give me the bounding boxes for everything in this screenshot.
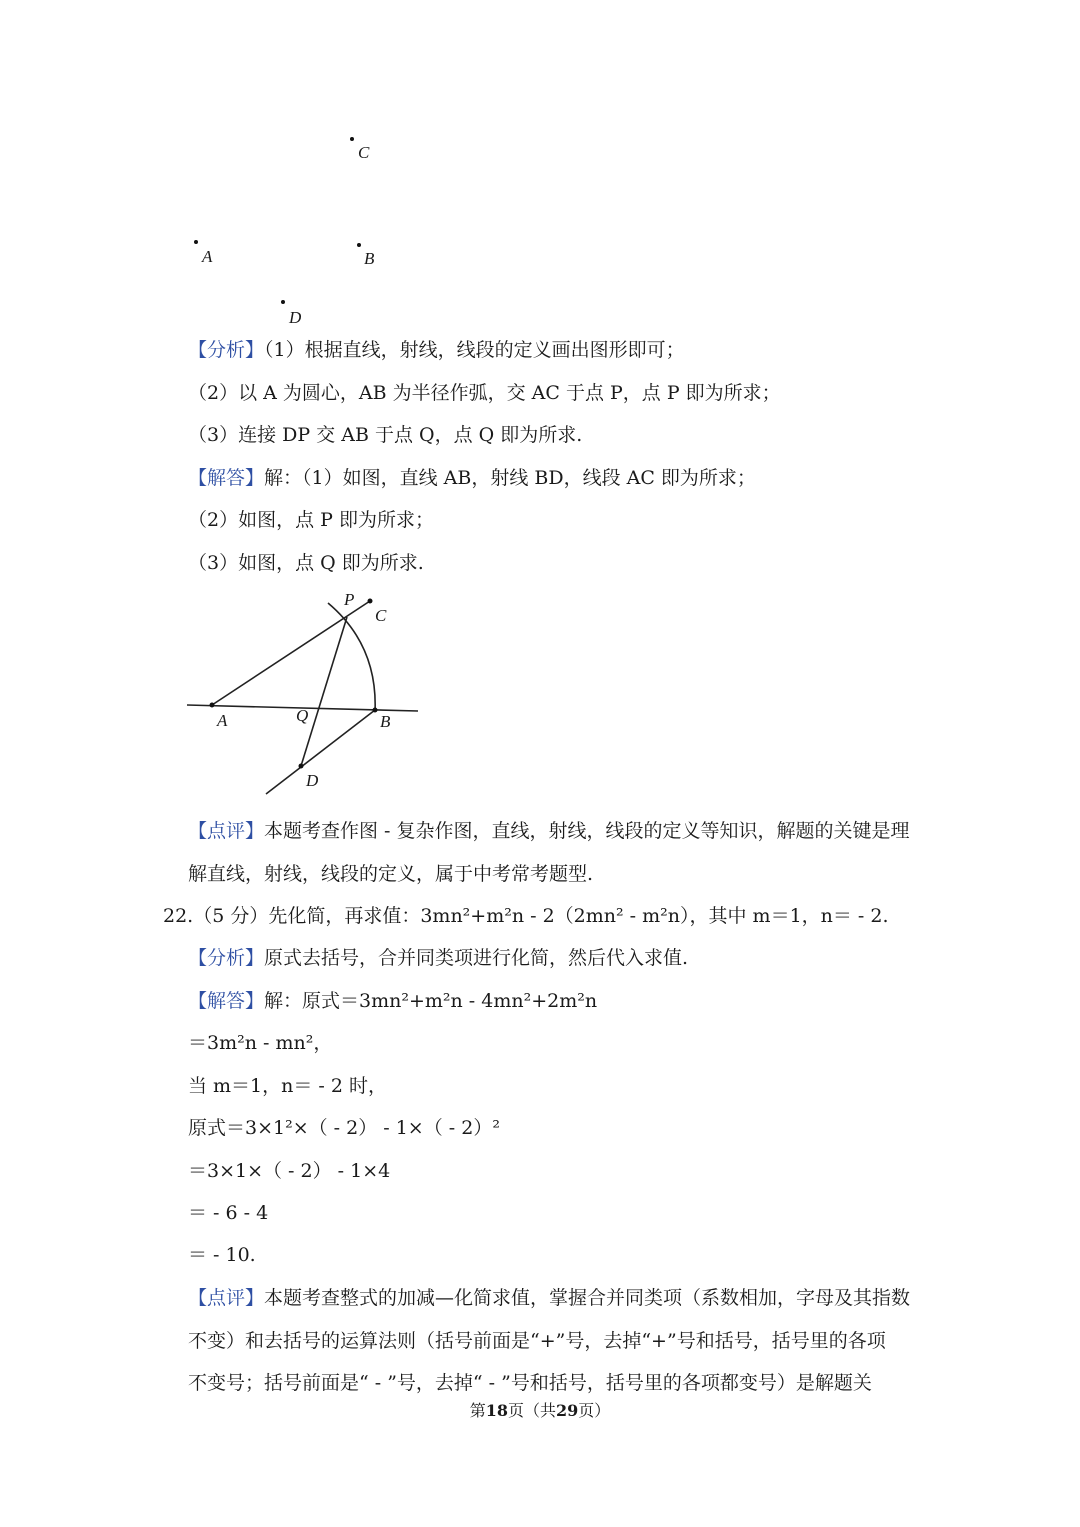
q21-comment-text-1: 本题考查作图 - 复杂作图，直线，射线，线段的定义等知识，解题的关键是理 bbox=[264, 820, 910, 842]
q21-answer-line-3: （3）如图，点 Q 即为所求. bbox=[188, 552, 424, 574]
dot-b bbox=[373, 708, 378, 713]
q22-analysis-text: 原式去括号，合并同类项进行化简，然后代入求值. bbox=[264, 947, 689, 969]
footer-total-pages: 29 bbox=[556, 1401, 579, 1420]
comment-tag: 【点评】 bbox=[188, 1287, 265, 1309]
analysis-tag: 【分析】 bbox=[188, 947, 265, 969]
fig2-label-a: A bbox=[217, 711, 228, 730]
fig2-label-q: Q bbox=[296, 706, 309, 725]
dot-a bbox=[210, 703, 215, 708]
label-c: C bbox=[358, 143, 370, 162]
q21-analysis-line-3: （3）连接 DP 交 AB 于点 Q，点 Q 即为所求. bbox=[188, 424, 583, 446]
page-footer bbox=[0, 1398, 1080, 1421]
q22-analysis-line bbox=[188, 946, 688, 970]
q22-answer-line-1 bbox=[188, 989, 597, 1013]
analysis-tag: 【分析】 bbox=[188, 339, 265, 361]
fig2-label-d: D bbox=[306, 771, 319, 790]
q22-step-1: 解：原式＝3mn²+m²n - 4mn²+2m²n bbox=[264, 990, 598, 1012]
q21-answer-text-1: 解：（1）如图，直线 AB，射线 BD，线段 AC 即为所求； bbox=[264, 467, 756, 489]
q21-comment-line-1 bbox=[188, 819, 910, 843]
fig2-label-p: P bbox=[344, 590, 355, 609]
q21-answer-line-2: （2）如图，点 P 即为所求； bbox=[188, 509, 434, 531]
ray-bd bbox=[266, 710, 375, 794]
segment-ac bbox=[212, 601, 370, 705]
label-d: D bbox=[289, 308, 302, 327]
q22-comment-text-1: 本题考查整式的加减—化简求值，掌握合并同类项（系数相加，字母及其指数 bbox=[264, 1287, 911, 1309]
label-a: A bbox=[202, 247, 213, 266]
q22-step-2: ＝3m²n - mn²， bbox=[188, 1032, 333, 1054]
q22-step-6: ＝ - 6 - 4 bbox=[188, 1202, 269, 1224]
q21-comment-line-2: 解直线，射线，线段的定义，属于中考常考题型. bbox=[188, 863, 594, 885]
dot-d bbox=[299, 764, 304, 769]
q22-comment-line-3: 不变号；括号前面是“ - ”号，去掉“ - ”号和括号，括号里的各项都变号）是解题关 bbox=[188, 1372, 872, 1394]
label-b: B bbox=[364, 249, 375, 268]
q22-step-5: ＝3×1×（ - 2） - 1×4 bbox=[188, 1160, 391, 1182]
q22-step-4: 原式＝3×1²×（ - 2） - 1×（ - 2）² bbox=[188, 1117, 500, 1139]
q22-comment-line-1 bbox=[188, 1286, 910, 1310]
answer-tag: 【解答】 bbox=[188, 467, 265, 489]
footer-middle: 页（共 bbox=[507, 1401, 556, 1420]
segment-dp bbox=[301, 617, 347, 766]
fig2-label-b: B bbox=[380, 712, 391, 731]
q22-comment-line-2: 不变）和去括号的运算法则（括号前面是“+”号，去掉“+”号和括号，括号里的各项 bbox=[188, 1330, 886, 1352]
q22-step-7: ＝ - 10. bbox=[188, 1244, 256, 1266]
answer-tag: 【解答】 bbox=[188, 990, 265, 1012]
q22-question: 22.（5 分）先化简，再求值：3mn²+m²n - 2（2mn² - m²n），其中 m＝1，n＝ - 2. bbox=[163, 905, 889, 927]
footer-prefix: 第 bbox=[469, 1401, 486, 1420]
q21-analysis-text-1: （1）根据直线，射线，线段的定义画出图形即可； bbox=[264, 339, 685, 361]
q21-analysis-line-2: （2）以 A 为圆心，AB 为半径作弧，交 AC 于点 P，点 P 即为所求； bbox=[188, 382, 781, 404]
comment-tag: 【点评】 bbox=[188, 820, 265, 842]
footer-page-number: 18 bbox=[485, 1401, 508, 1420]
q22-step-3: 当 m＝1，n＝ - 2 时， bbox=[188, 1075, 388, 1097]
footer-suffix: 页） bbox=[578, 1401, 611, 1420]
fig2-label-c: C bbox=[375, 606, 387, 625]
dot-c bbox=[368, 599, 373, 604]
